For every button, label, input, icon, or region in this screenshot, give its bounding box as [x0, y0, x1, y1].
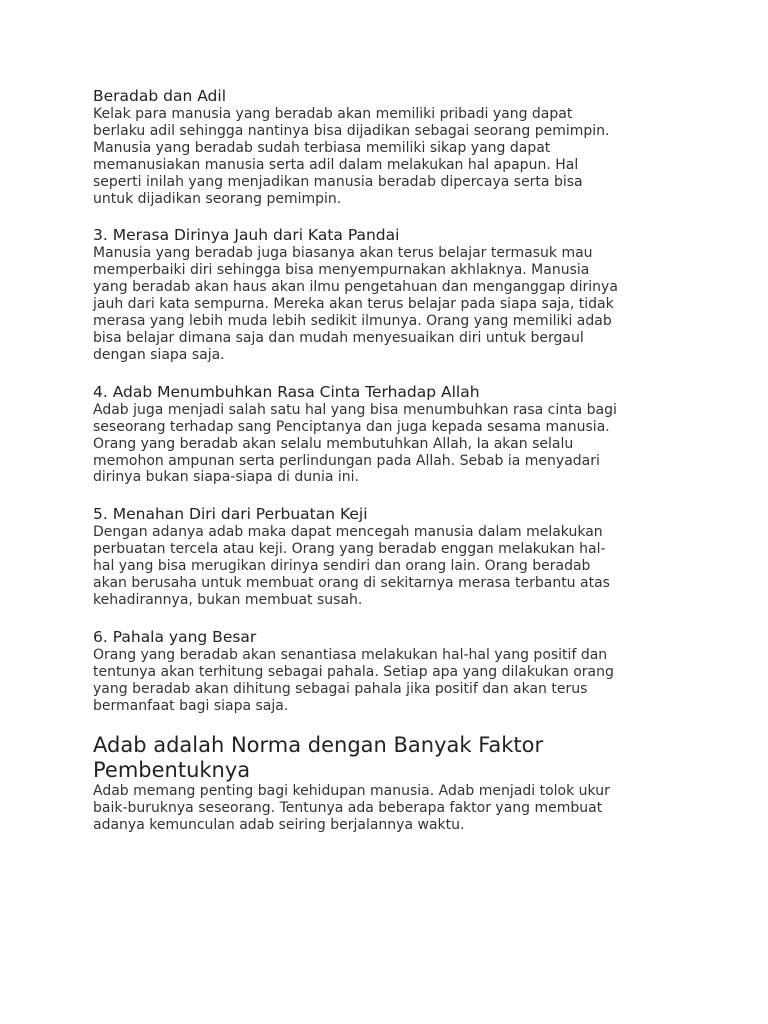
section-beradab-dan-adil: [93, 87, 693, 207]
section-heading: 3. Merasa Dirinya Jauh dari Kata Pandai: [93, 226, 400, 245]
section-adab-adalah-norma: [93, 733, 693, 834]
main-section-heading: Adab adalah Norma dengan Banyak Faktor Pembentuknya: [93, 733, 544, 783]
section-paragraph: Orang yang beradab akan senantiasa melakukan hal-hal yang positif dan tentunya akan terhitung sebagai pahala. Setiap apa yang dilakukan orang yang beradab akan dihitung sebagai pahala jika positif dan akan terus bermanfaat bagi siapa saja.: [93, 646, 614, 714]
section-paragraph: Dengan adanya adab maka dapat mencegah manusia dalam melakukan perbuatan tercela atau keji. Orang yang beradab enggan melakukan hal- hal yang bisa merugikan dirinya sendiri dan orang lain. Orang beradab akan berusaha untuk membuat orang di sekitarnya merasa terbantu atas kehadirannya, bukan membuat susah.: [93, 524, 610, 608]
section-pahala-yang-besar: [93, 628, 693, 715]
section-heading: 5. Menahan Diri dari Perbuatan Keji: [93, 505, 368, 524]
section-paragraph: Manusia yang beradab juga biasanya akan terus belajar termasuk mau memperbaiki diri sehingga bisa menyempurnakan akhlaknya. Manusia yang beradab akan haus akan ilmu pengetahuan dan menganggap dirinya jauh dari kata sempurna. Mereka akan terus belajar pada siapa saja, tidak merasa yang lebih muda lebih sedikit ilmunya. Orang yang memiliki adab bisa belajar dimana saja dan mudah menyesuaikan diri untuk bergaul dengan siapa saja.: [93, 245, 618, 363]
main-section-paragraph: Adab memang penting bagi kehidupan manusia. Adab menjadi tolok ukur baik-buruknya seseorang. Tentunya ada beberapa faktor yang membuat adanya kemunculan adab seiring berjalannya waktu.: [93, 783, 610, 834]
section-paragraph: Kelak para manusia yang beradab akan memiliki pribadi yang dapat berlaku adil sehingga nantinya bisa dijadikan sebagai seorang pemimpin. Manusia yang beradab sudah terbiasa memiliki sikap yang dapat memanusiakan manusia serta adil dalam melakukan hal apapun. Hal seperti inilah yang menjadikan manusia beradab dipercaya serta bisa untuk dijadikan seorang pemimpin.: [93, 106, 610, 207]
section-heading: 6. Pahala yang Besar: [93, 627, 257, 646]
section-adab-menumbuhkan-rasa-cinta: [93, 383, 693, 487]
section-heading: Beradab dan Adil: [93, 87, 227, 105]
section-heading: 4. Adab Menumbuhkan Rasa Cinta Terhadap Allah: [93, 382, 480, 401]
section-merasa-dirinya-jauh: [93, 226, 693, 363]
document-page: [93, 87, 693, 834]
section-menahan-diri: [93, 505, 693, 609]
section-paragraph: Adab juga menjadi salah satu hal yang bisa menumbuhkan rasa cinta bagi seseorang terhadap sang Penciptanya dan juga kepada sesama manusia. Orang yang beradab akan selalu membutuhkan Allah, Ia akan selalu memohon ampunan serta perlindungan pada Allah. Sebab ia menyadari dirinya bukan siapa-siapa di dunia ini.: [93, 401, 617, 486]
